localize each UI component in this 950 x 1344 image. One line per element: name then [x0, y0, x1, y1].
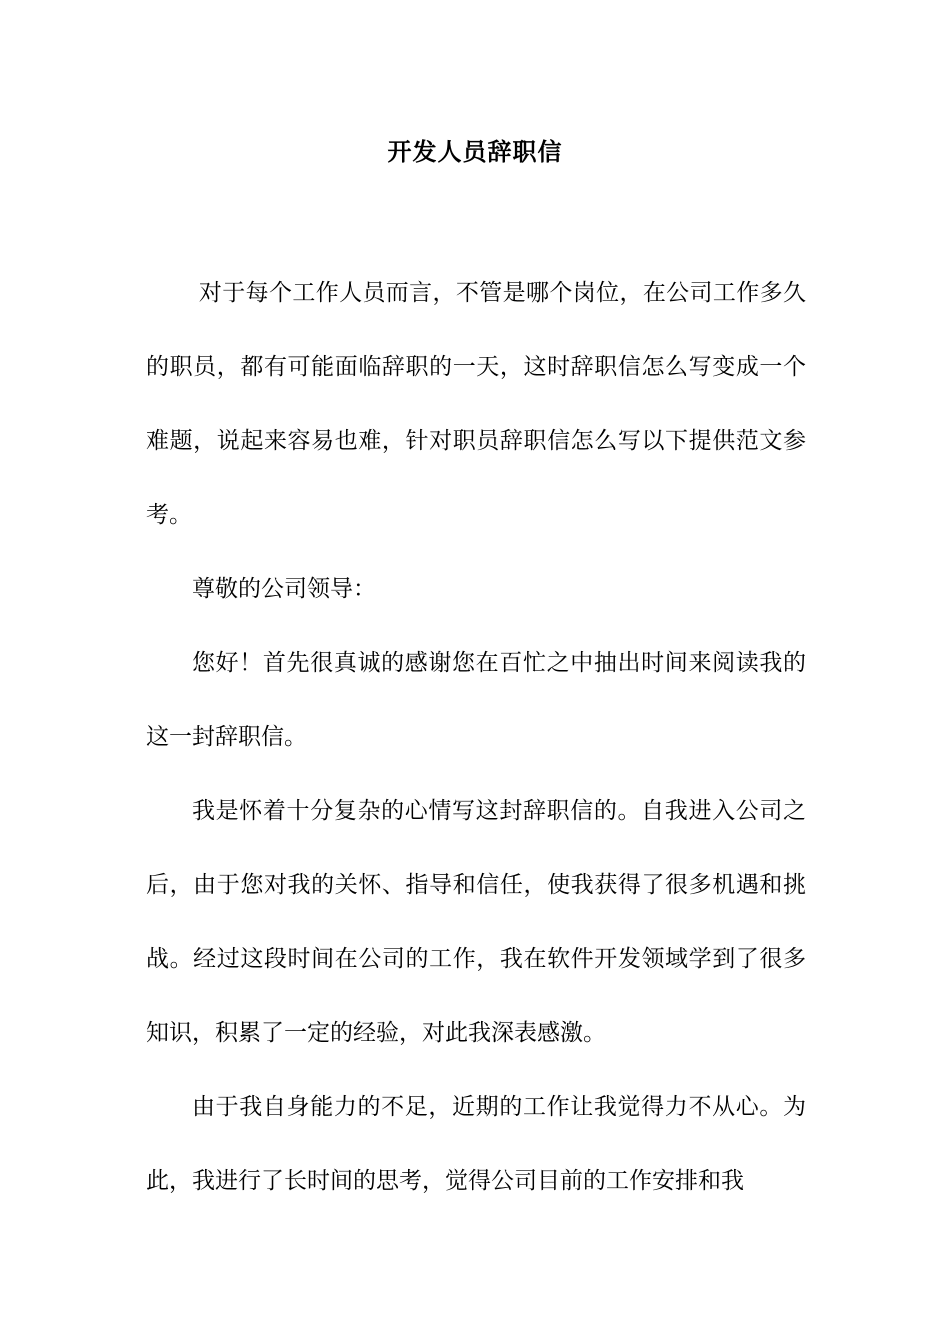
reason-paragraph: 由于我自身能力的不足，近期的工作让我觉得力不从心。为此，我进行了长时间的思考，觉得公司目前的工作安排和我 [146, 1094, 806, 1194]
document-title: 开发人员辞职信 [387, 137, 563, 166]
gratitude-paragraph: 我是怀着十分复杂的心情写这封辞职信的。自我进入公司之后，由于您对我的关怀、指导和信任，使我获得了很多机遇和挑战。经过这段时间在公司的工作，我在软件开发领域学到了很多知识，积累了一定的经验，对此我深表感激。 [146, 798, 806, 1046]
intro-paragraph: 对于每个工作人员而言，不管是哪个岗位，在公司工作多久的职员，都有可能面临辞职的一天，这时辞职信怎么写变成一个难题，说起来容易也难，针对职员辞职信怎么写以下提供范文参考。 [146, 280, 806, 528]
salutation: 尊敬的公司领导： [192, 576, 376, 602]
document-body [146, 256, 806, 1218]
greeting-paragraph: 您好！首先很真诚的感谢您在百忙之中抽出时间来阅读我的这一封辞职信。 [146, 650, 806, 750]
